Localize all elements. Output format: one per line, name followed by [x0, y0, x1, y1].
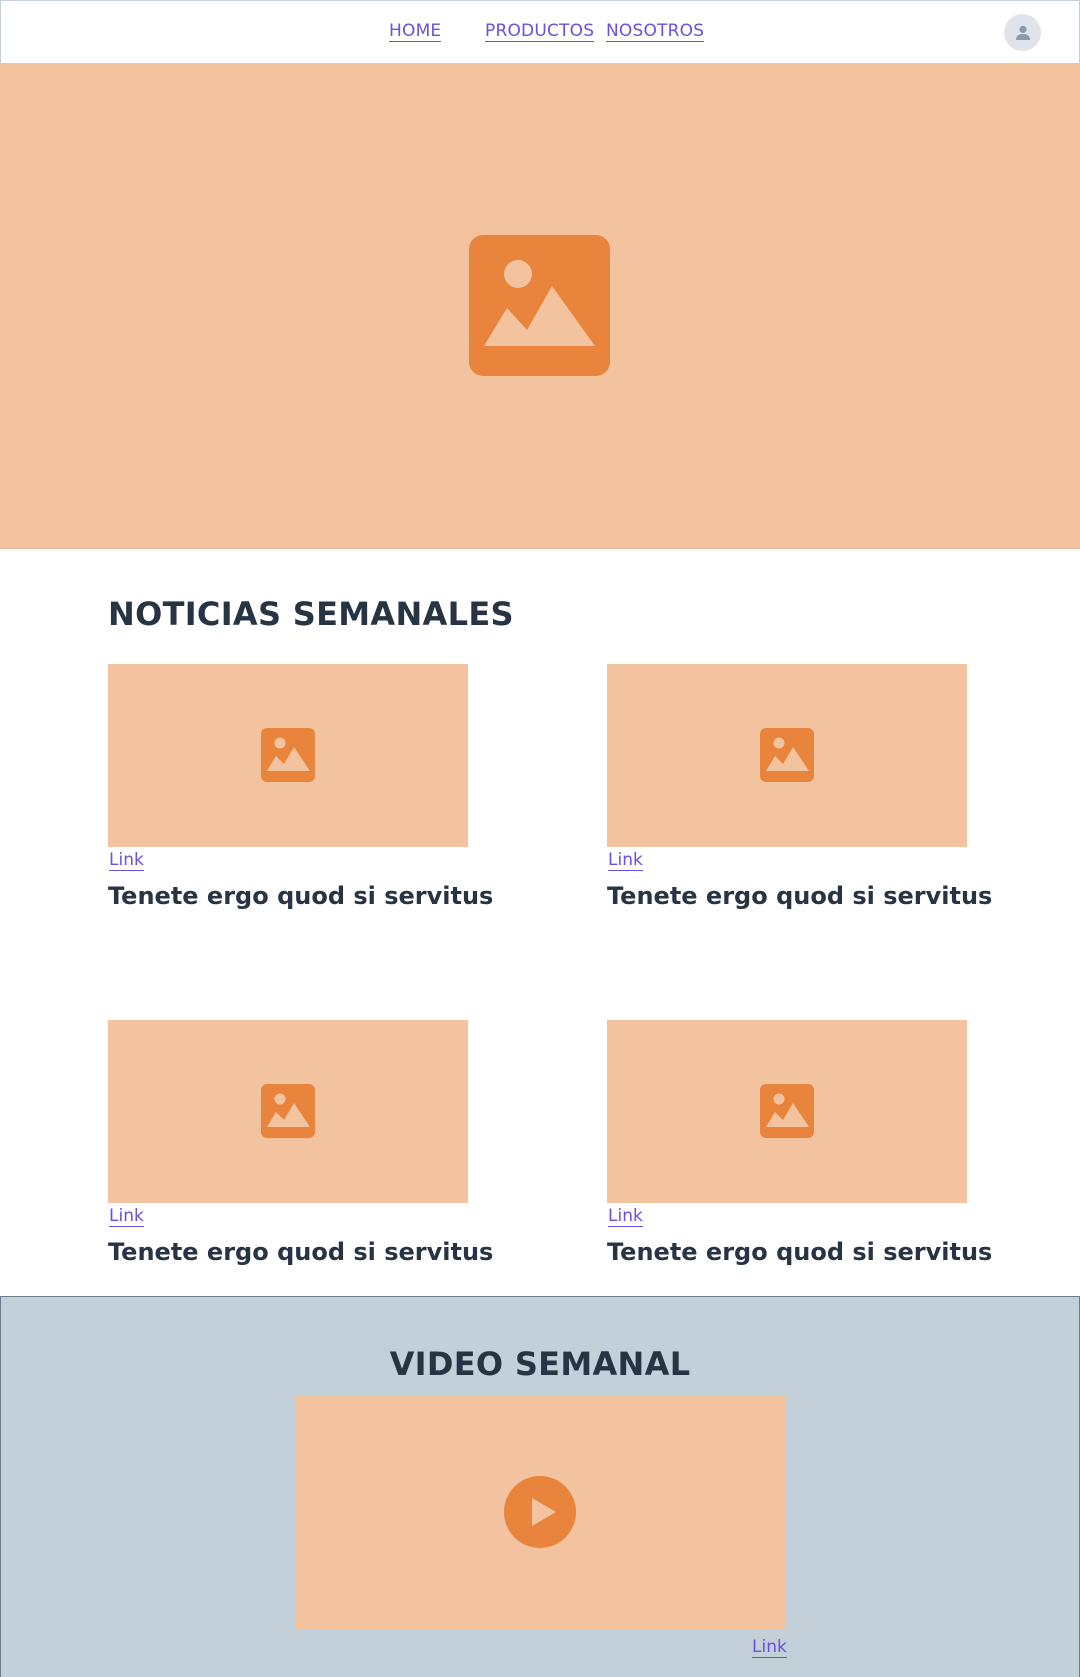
- nav-nosotros-link[interactable]: NOSOTROS: [606, 21, 705, 41]
- news-card-title: Tenete ergo quod si servitus: [607, 1238, 993, 1266]
- video-player[interactable]: [295, 1396, 786, 1629]
- image-placeholder-icon: [261, 728, 315, 782]
- image-placeholder-icon: [261, 1084, 315, 1138]
- nav-productos-link[interactable]: PRODUCTOS: [485, 21, 595, 41]
- news-card-image[interactable]: [108, 1020, 468, 1203]
- video-link[interactable]: Link: [752, 1637, 787, 1657]
- hero-banner: [0, 63, 1080, 549]
- news-card-title: Tenete ergo quod si servitus: [607, 882, 993, 910]
- video-section: [0, 1296, 1080, 1677]
- news-card-image[interactable]: [607, 664, 967, 847]
- image-placeholder-icon: [760, 728, 814, 782]
- news-card-image[interactable]: [607, 1020, 967, 1203]
- video-section-title: VIDEO SEMANAL: [389, 1345, 691, 1383]
- image-placeholder-icon: [469, 235, 610, 376]
- play-icon[interactable]: [504, 1476, 576, 1548]
- user-icon: [1014, 24, 1032, 42]
- news-card-link[interactable]: Link: [109, 850, 144, 870]
- news-card-title: Tenete ergo quod si servitus: [108, 882, 494, 910]
- nav-home-link[interactable]: HOME: [389, 21, 442, 41]
- news-card-link[interactable]: Link: [109, 1206, 144, 1226]
- avatar[interactable]: [1004, 14, 1041, 51]
- news-card-link[interactable]: Link: [608, 1206, 643, 1226]
- news-card-link[interactable]: Link: [608, 850, 643, 870]
- image-placeholder-icon: [760, 1084, 814, 1138]
- top-navigation: [0, 0, 1080, 64]
- news-card-title: Tenete ergo quod si servitus: [108, 1238, 494, 1266]
- news-section-title: NOTICIAS SEMANALES: [108, 595, 514, 633]
- news-card-image[interactable]: [108, 664, 468, 847]
